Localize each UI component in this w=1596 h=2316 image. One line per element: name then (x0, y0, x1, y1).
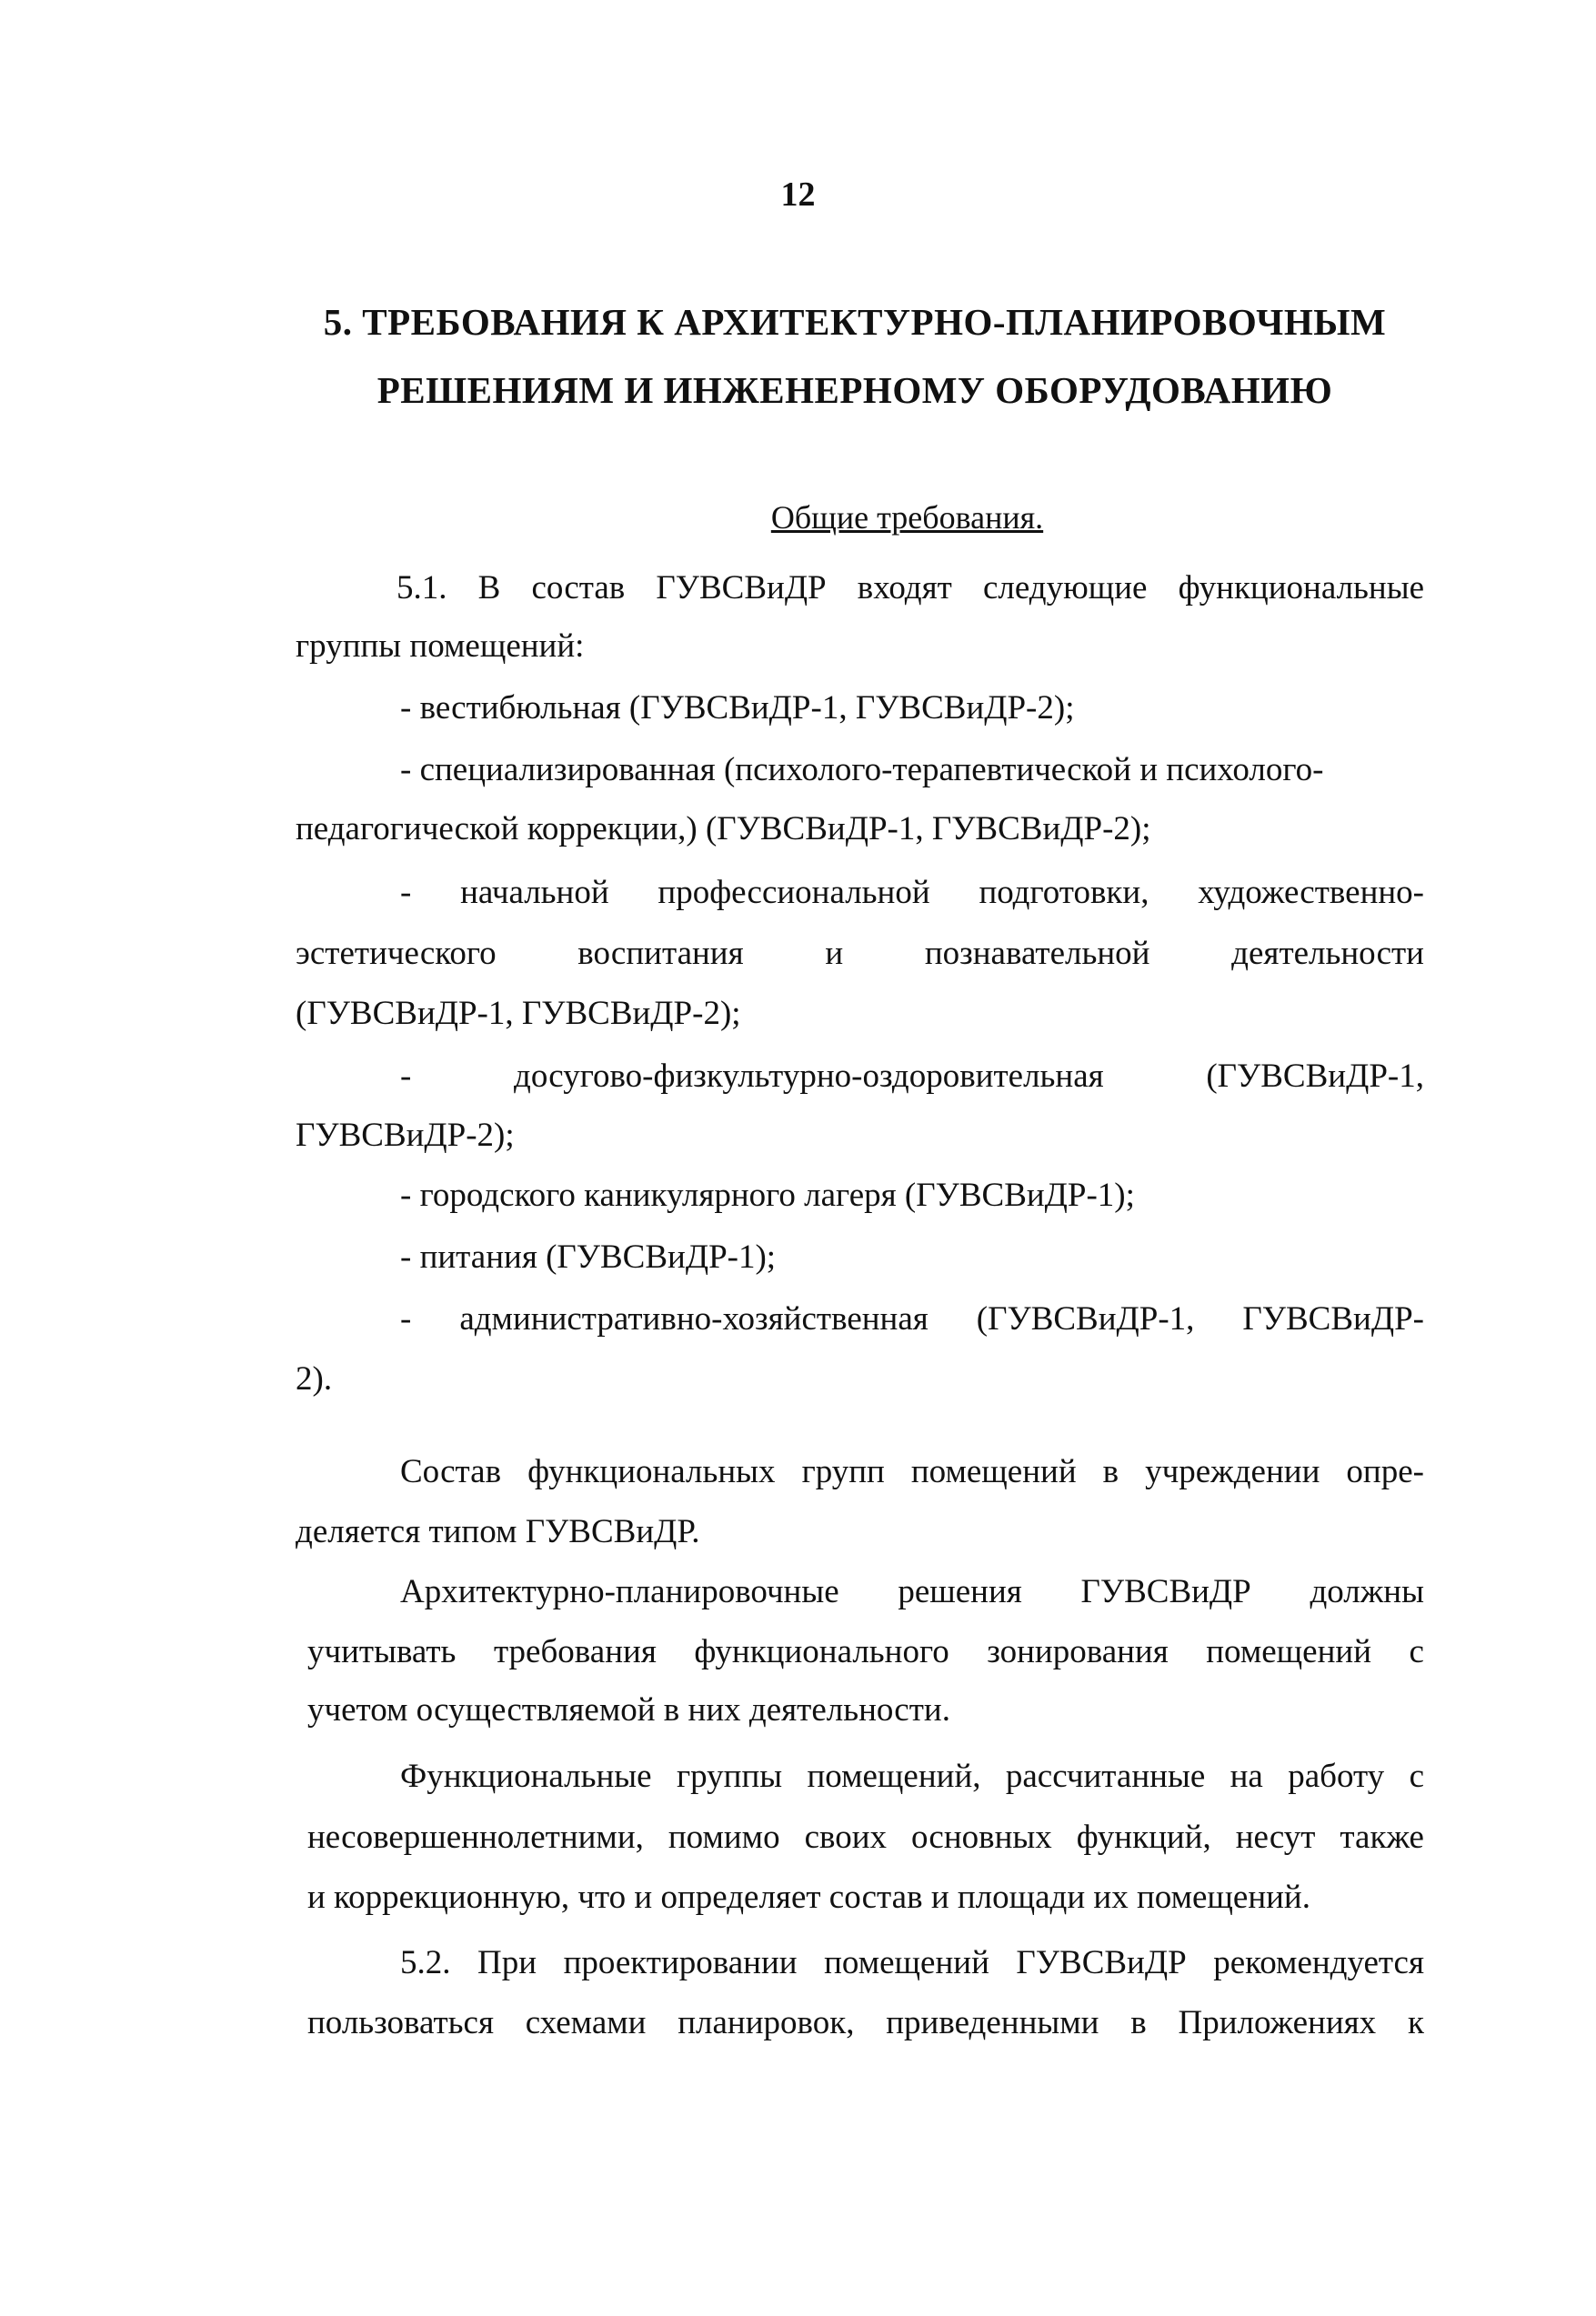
word: ГУВСВиДР (1016, 1944, 1187, 1981)
word: (ГУВСВиДР-1, (976, 1300, 1195, 1338)
word: несут (1235, 1819, 1316, 1856)
word: рассчитанные (1005, 1758, 1206, 1795)
word: групп (801, 1453, 885, 1490)
word: должны (1310, 1573, 1424, 1610)
paragraph-line: и коррекционную, что и определяет состав и площади их помещений. (307, 1879, 1310, 1916)
list-item-line: - специализированная (психолого-терапевтической и психолого- (400, 751, 1324, 788)
word: административно-хозяйственная (459, 1300, 928, 1338)
word: требования (493, 1633, 657, 1670)
word: проектировании (563, 1944, 798, 1981)
paragraph-line (396, 571, 1424, 605)
word: ГУВСВиДР (656, 569, 827, 607)
word: также (1340, 1819, 1424, 1856)
paragraph-line: деляется типом ГУВСВиДР. (296, 1513, 700, 1550)
word: учитывать (307, 1633, 457, 1670)
word: с (1409, 1633, 1424, 1670)
word: с (1409, 1758, 1424, 1795)
word: функций, (1076, 1819, 1211, 1856)
word: Приложениях (1178, 2004, 1377, 2041)
list-item-line (400, 1302, 1424, 1336)
list-item-line: педагогической коррекции,) (ГУВСВиДР-1, ГУВСВиДР-2); (296, 810, 1151, 847)
word: - (400, 1300, 412, 1338)
word: зонирования (987, 1633, 1169, 1670)
word: функционального (694, 1633, 949, 1670)
word: группы (676, 1758, 783, 1795)
paragraph-line (400, 1575, 1424, 1609)
word: В (477, 569, 501, 607)
word: помещений, (807, 1758, 981, 1795)
paragraph-line (307, 2006, 1424, 2040)
paragraph-line: учетом осуществляемой в них деятельности. (307, 1691, 950, 1729)
word: ГУВСВиДР (1080, 1573, 1251, 1610)
list-item-line (400, 1059, 1424, 1093)
word: ГУВСВиДР- (1242, 1300, 1424, 1338)
page-number: 12 (780, 175, 816, 214)
word: (ГУВСВиДР-1, (1206, 1058, 1424, 1095)
word: познавательной (924, 935, 1150, 972)
word: схемами (525, 2004, 647, 2041)
word: 5.1. (396, 569, 447, 607)
word: начальной (460, 874, 609, 911)
word: к (1407, 2004, 1424, 2041)
word: деятельности (1231, 935, 1424, 972)
word: функциональные (1178, 569, 1424, 607)
list-item-line: ГУВСВиДР-2); (296, 1117, 515, 1154)
word: помещений (824, 1944, 989, 1981)
word: досугово-физкультурно-оздоровительная (514, 1058, 1104, 1095)
paragraph-line (307, 1820, 1424, 1854)
subheading: Общие требования. (770, 499, 1044, 536)
word: приведенными (886, 2004, 1099, 2041)
paragraph-line (400, 1760, 1424, 1793)
list-item-line (400, 876, 1424, 909)
word: основных (911, 1819, 1052, 1856)
word: в (1130, 2004, 1147, 2041)
word: - (400, 874, 412, 911)
list-item-line: 2). (296, 1360, 333, 1398)
word: помещений (1206, 1633, 1371, 1670)
word: художественно- (1198, 874, 1424, 911)
word: помещений (910, 1453, 1077, 1490)
word: функциональных (527, 1453, 776, 1490)
word: несовершеннолетними, (307, 1819, 644, 1856)
word: решения (898, 1573, 1022, 1610)
word: на (1230, 1758, 1263, 1795)
word: опре- (1346, 1453, 1424, 1490)
word: своих (804, 1819, 888, 1856)
word: в (1102, 1453, 1119, 1490)
word: состав (531, 569, 626, 607)
word: При (477, 1944, 537, 1981)
paragraph-line: группы помещений: (296, 627, 585, 665)
word: воспитания (577, 935, 744, 972)
word: пользоваться (307, 2004, 494, 2041)
section-heading-line-1: 5. ТРЕБОВАНИЯ К АРХИТЕКТУРНО-ПЛАНИРОВОЧНЫМ (323, 301, 1387, 343)
word: входят (857, 569, 952, 607)
list-item-line: - городского каникулярного лагеря (ГУВСВиДР-1); (400, 1177, 1135, 1214)
word: работу (1288, 1758, 1385, 1795)
list-item-line (296, 937, 1424, 970)
word: планировок, (678, 2004, 855, 2041)
word: учреждении (1145, 1453, 1320, 1490)
list-item-line: - питания (ГУВСВиДР-1); (400, 1238, 777, 1276)
paragraph-line (400, 1455, 1424, 1489)
section-heading-line-2: РЕШЕНИЯМ И ИНЖЕНЕРНОМУ ОБОРУДОВАНИЮ (376, 369, 1333, 411)
word: профессиональной (657, 874, 930, 911)
word: Функциональные (400, 1758, 652, 1795)
paragraph-line (307, 1635, 1424, 1669)
paragraph-line (400, 1946, 1424, 1980)
word: эстетического (296, 935, 497, 972)
word: следующие (982, 569, 1148, 607)
word: Состав (400, 1453, 502, 1490)
list-item-line: - вестибюльная (ГУВСВиДР-1, ГУВСВиДР-2); (400, 689, 1075, 727)
word: подготовки, (979, 874, 1149, 911)
word: помимо (668, 1819, 780, 1856)
word: Архитектурно-планировочные (400, 1573, 839, 1610)
word: и (825, 935, 844, 972)
word: - (400, 1058, 412, 1095)
word: рекомендуется (1213, 1944, 1424, 1981)
word: 5.2. (400, 1944, 451, 1981)
list-item-line: (ГУВСВиДР-1, ГУВСВиДР-2); (296, 995, 741, 1032)
